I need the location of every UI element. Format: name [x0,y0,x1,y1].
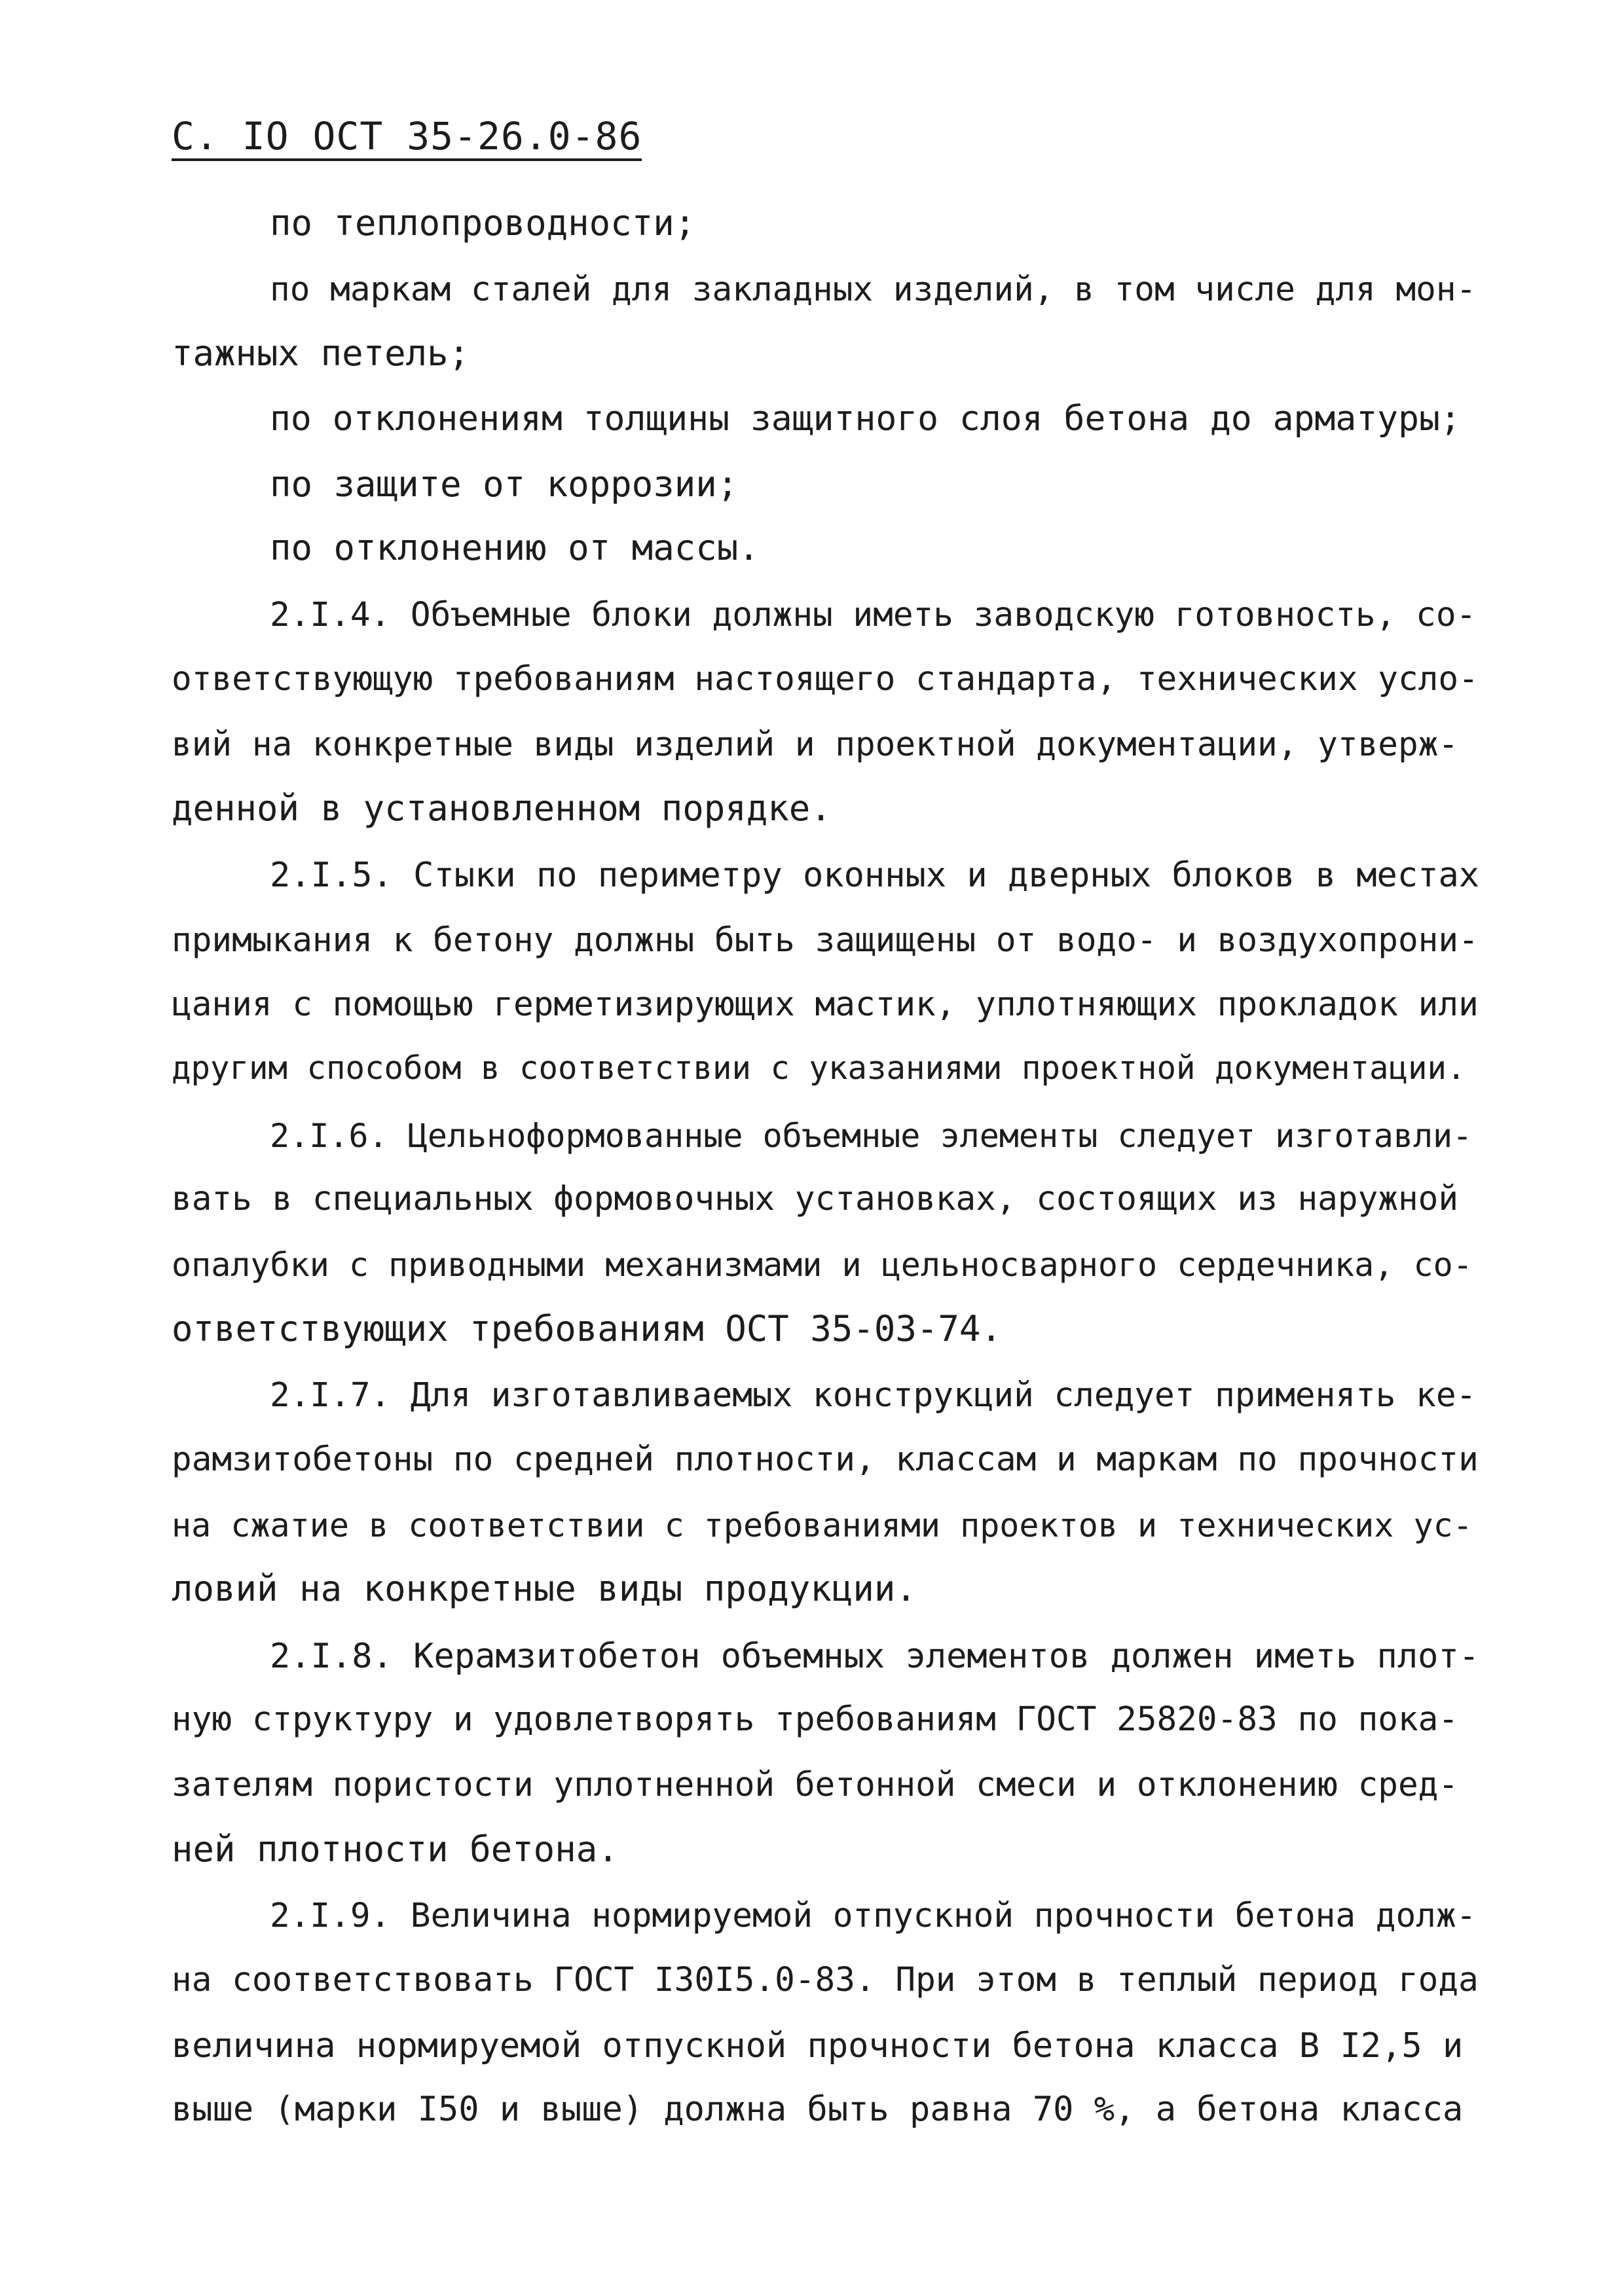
page-header: С. IO ОСТ 35-26.0-86 [172,110,642,162]
text-line: цания с помощью герметизирующих мастик, уплотняющих прокладок или [172,985,1479,1024]
text-line: ловий на конкретные виды продукции. [172,1568,917,1609]
text-line: на соответствовать ГОСТ I30I5.0-83. При этом в теплый период года [172,1961,1479,1999]
text-line: ответствующих требованиям ОСТ 35-03-74. [172,1308,1002,1349]
text-line: тажных петель; [172,333,470,374]
paragraph-2-1-9-start: 2.I.9. Величина нормируемой отпускной прочности бетона долж- [270,1897,1477,1935]
text-line: вать в специальных формовочных установках, состоящих из наружной [172,1180,1459,1218]
text-line: величина нормируемой отпускной прочности бетона класса В I2,5 и [172,2026,1464,2066]
text-line: выше (марки I50 и выше) должна быть равна 70 %, а бетона класса [172,2090,1464,2129]
text-line: по отклонению от массы. [270,527,760,568]
text-line: рамзитобетоны по средней плотности, классам и маркам по прочности [172,1440,1479,1479]
text-line: на сжатие в соответствии с требованиями проектов и технических ус- [172,1506,1473,1544]
text-line: по отклонениям толщины защитного слоя бетона до арматуры; [270,399,1461,439]
text-line: денной в установленном порядке. [172,788,832,829]
text-line: другим способом в соответствии с указаниями проектной документации. [172,1049,1466,1087]
text-line: ответствующую требованиям настоящего стандарта, технических усло- [172,660,1479,699]
text-line: ную структуру и удовлетворять требованиям ГОСТ 25820-83 по пока- [172,1700,1459,1739]
paragraph-2-1-4-start: 2.I.4. Объемные блоки должны иметь заводскую готовность, со- [270,596,1477,634]
text-line: по теплопроводности; [270,202,696,244]
text-line: примыкания к бетону должны быть защищены от водо- и воздухопрони- [172,921,1479,960]
paragraph-2-1-6-start: 2.I.6. Цельноформованные объемные элементы следует изготавли- [270,1117,1473,1155]
text-line: вий на конкретные виды изделий и проектной документации, утверж- [172,725,1459,764]
text-line: ней плотности бетона. [172,1829,619,1870]
text-line: по маркам сталей для закладных изделий, в том числе для мон- [270,270,1477,309]
paragraph-2-1-8-start: 2.I.8. Керамзитобетон объемных элементов должен иметь плот- [270,1637,1480,1676]
text-line: опалубки с приводными механизмами и цельносварного сердечника, со- [172,1246,1473,1284]
paragraph-2-1-7-start: 2.I.7. Для изготавливаемых конструкций следует применять ке- [270,1376,1477,1415]
paragraph-2-1-5-start: 2.I.5. Стыки по периметру оконных и дверных блоков в местах [270,856,1480,895]
text-line: зателям пористости уплотненной бетонной смеси и отклонению сред- [172,1766,1459,1804]
text-line: по защите от коррозии; [270,464,739,505]
